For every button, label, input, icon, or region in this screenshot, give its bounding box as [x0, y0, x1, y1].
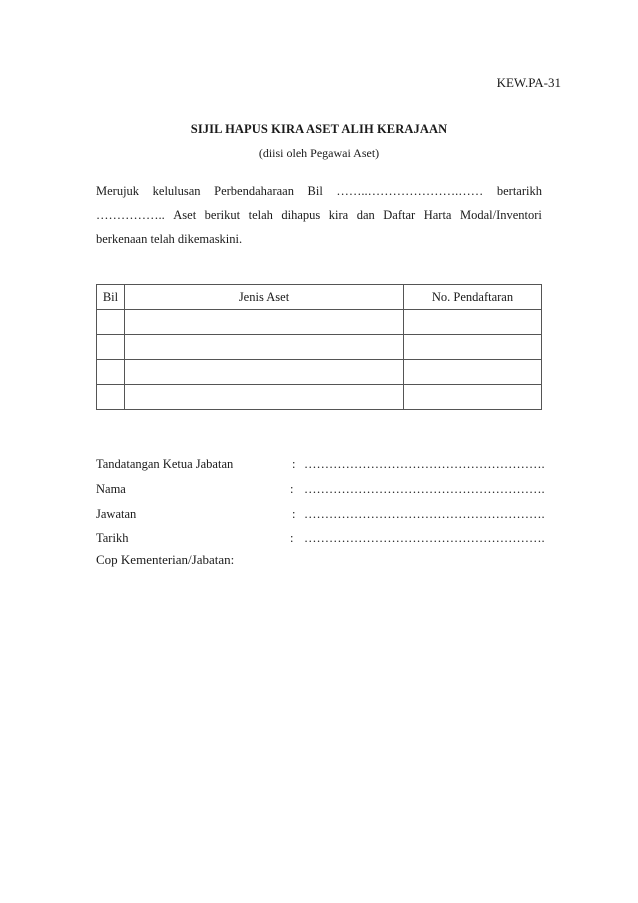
reference-number-blank[interactable]: ……..………………….…… — [336, 184, 484, 198]
cell-jenis-aset[interactable] — [125, 310, 404, 335]
table-row — [97, 310, 542, 335]
cell-jenis-aset[interactable] — [125, 385, 404, 410]
position-blank[interactable]: …………………………………………………. — [304, 507, 545, 521]
signature-label: Tandatangan Ketua Jabatan — [96, 457, 234, 471]
name-label: Nama — [96, 482, 126, 496]
reference-paragraph — [96, 179, 542, 251]
field-colon: : — [292, 457, 296, 471]
table-header-row — [97, 285, 542, 310]
table-row — [97, 335, 542, 360]
header-bil: Bil — [97, 285, 125, 310]
word: bertarikh — [496, 184, 542, 198]
asset-table — [96, 284, 542, 410]
name-blank[interactable]: …………………………………………………. — [304, 482, 545, 496]
document-title: SIJIL HAPUS KIRA ASET ALIH KERAJAAN — [190, 122, 448, 136]
word: telah — [248, 208, 273, 222]
cell-jenis-aset[interactable] — [125, 335, 404, 360]
word: Modal/Inventori — [459, 208, 542, 222]
word: Daftar — [383, 208, 416, 222]
word: berikut — [204, 208, 241, 222]
word: dan — [356, 208, 375, 222]
word: Bil — [307, 184, 323, 198]
cell-bil[interactable] — [97, 360, 125, 385]
stamp-label: Cop Kementerian/Jabatan: — [96, 552, 235, 567]
header-jenis-aset: Jenis Aset — [125, 285, 404, 310]
field-colon: : — [290, 531, 294, 545]
paragraph-line-2 — [96, 203, 542, 227]
table-row — [97, 385, 542, 410]
cell-bil[interactable] — [97, 310, 125, 335]
header-no-pendaftaran: No. Pendaftaran — [404, 285, 542, 310]
date-blank[interactable]: …………………………………………………. — [304, 531, 545, 545]
form-code: KEW.PA-31 — [496, 75, 561, 90]
field-colon: : — [292, 507, 296, 521]
word: Perbendaharaan — [214, 184, 294, 198]
cell-jenis-aset[interactable] — [125, 360, 404, 385]
position-label: Jawatan — [96, 507, 137, 521]
word: Harta — [423, 208, 452, 222]
signature-blank[interactable]: …………………………………………………. — [304, 457, 545, 471]
table-row — [97, 360, 542, 385]
word: Aset — [173, 208, 197, 222]
word: kelulusan — [152, 184, 201, 198]
paragraph-line-1 — [96, 179, 542, 203]
document-subtitle: (diisi oleh Pegawai Aset) — [258, 146, 380, 160]
word: Merujuk — [96, 184, 140, 198]
paragraph-line-3: berkenaan telah dikemaskini. — [96, 232, 243, 246]
word: dihapus — [281, 208, 321, 222]
date-blank[interactable]: …………….. — [96, 208, 165, 222]
cell-no-pendaftaran[interactable] — [404, 335, 542, 360]
cell-no-pendaftaran[interactable] — [404, 310, 542, 335]
cell-bil[interactable] — [97, 385, 125, 410]
cell-bil[interactable] — [97, 335, 125, 360]
cell-no-pendaftaran[interactable] — [404, 385, 542, 410]
word: kira — [328, 208, 349, 222]
field-colon: : — [290, 482, 294, 496]
date-label: Tarikh — [96, 531, 129, 545]
cell-no-pendaftaran[interactable] — [404, 360, 542, 385]
